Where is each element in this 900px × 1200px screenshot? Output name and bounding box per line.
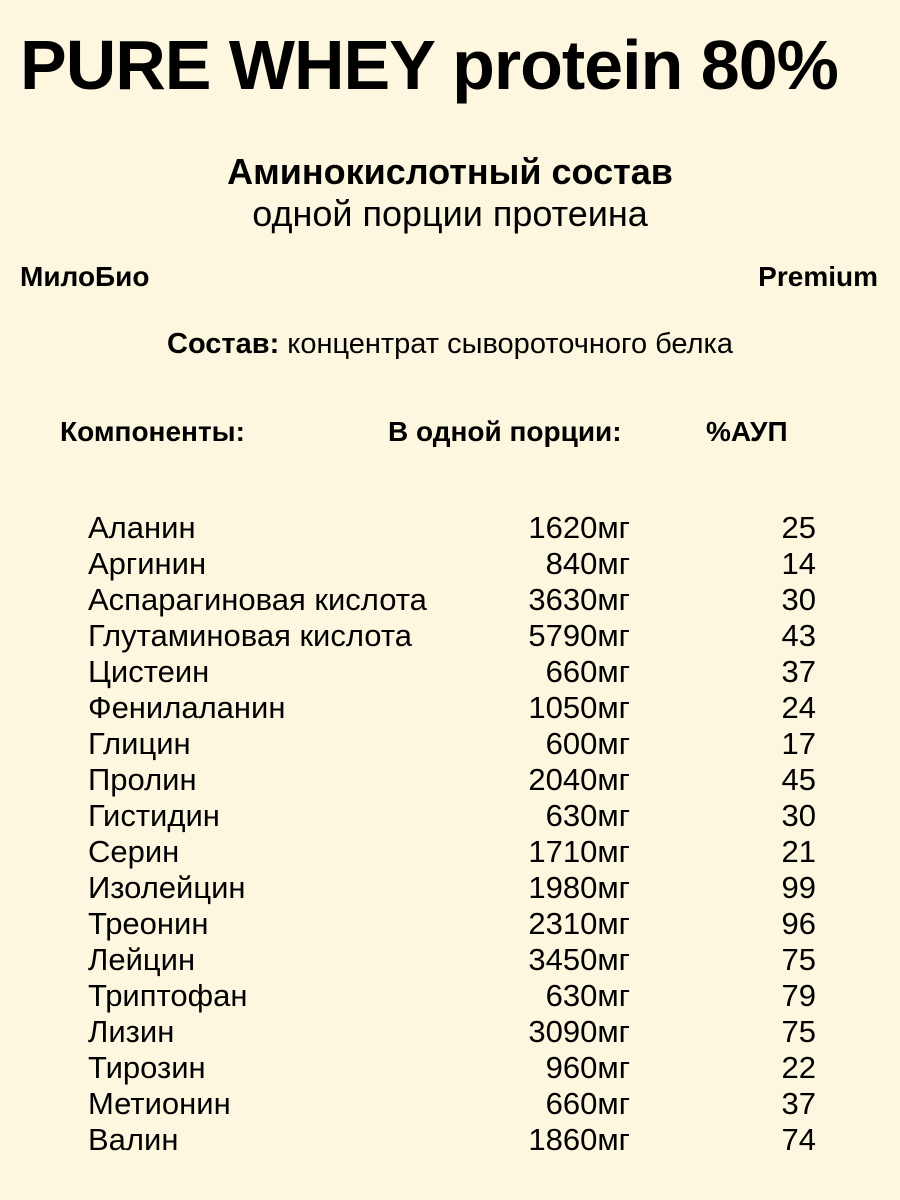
amino-acid-amount: 1980мг [528,870,630,905]
table-row [0,942,900,978]
amino-acid-name: Цистеин [88,654,210,689]
amino-acid-aup: 45 [781,762,816,797]
table-row [0,978,900,1014]
composition-value: концентрат сывороточного белка [279,328,733,360]
table-row [0,1122,900,1158]
amino-acid-amount: 2310мг [528,906,630,941]
amino-acid-name: Лейцин [88,942,196,977]
amino-acid-name: Треонин [88,906,209,941]
amino-acid-aup: 75 [781,1014,816,1049]
amino-acid-name: Лизин [88,1014,175,1049]
table-row [0,762,900,798]
amino-acid-aup: 22 [781,1050,816,1085]
table-row [0,798,900,834]
column-header-components: Компоненты: [60,416,245,447]
amino-acid-name: Глицин [88,726,191,761]
amino-acid-table [0,510,900,1158]
amino-acid-amount: 630мг [545,798,630,833]
composition-line [0,330,900,359]
table-row [0,618,900,654]
amino-acid-name: Серин [88,834,180,869]
table-row [0,654,900,690]
amino-acid-amount: 3630мг [528,582,630,617]
table-row [0,870,900,906]
subtitle-sub: одной порции протеина [252,193,648,234]
amino-acid-name: Глутаминовая кислота [88,618,412,653]
amino-acid-aup: 14 [781,546,816,581]
amino-acid-amount: 600мг [545,726,630,761]
table-row [0,1050,900,1086]
table-row [0,582,900,618]
table-row [0,906,900,942]
amino-acid-aup: 37 [781,654,816,689]
subtitle-main: Аминокислотный состав [227,151,673,192]
amino-acid-name: Аланин [88,510,196,545]
amino-acid-name: Тирозин [88,1050,206,1085]
amino-acid-name: Метионин [88,1086,231,1121]
table-row [0,1086,900,1122]
table-row [0,726,900,762]
amino-acid-amount: 1050мг [528,690,630,725]
brand-tier: Premium [758,261,878,292]
amino-acid-aup: 74 [781,1122,816,1157]
amino-acid-amount: 3450мг [528,942,630,977]
amino-acid-amount: 660мг [545,654,630,689]
amino-acid-aup: 30 [781,798,816,833]
amino-acid-name: Изолейцин [88,870,246,905]
table-row [0,690,900,726]
amino-acid-amount: 630мг [545,978,630,1013]
amino-acid-aup: 96 [781,906,816,941]
amino-acid-name: Пролин [88,762,197,797]
amino-acid-aup: 43 [781,618,816,653]
amino-acid-amount: 840мг [545,546,630,581]
table-row [0,834,900,870]
amino-acid-aup: 17 [781,726,816,761]
amino-acid-aup: 99 [781,870,816,905]
amino-acid-amount: 1620мг [528,510,630,545]
amino-acid-amount: 960мг [545,1050,630,1085]
table-row [0,1014,900,1050]
amino-acid-aup: 79 [781,978,816,1013]
amino-acid-name: Валин [88,1122,179,1157]
amino-acid-aup: 21 [781,834,816,869]
amino-acid-amount: 1710мг [528,834,630,869]
amino-acid-name: Гистидин [88,798,220,833]
column-header-portion: В одной порции: [388,416,622,447]
amino-acid-amount: 3090мг [528,1014,630,1049]
amino-acid-amount: 1860мг [528,1122,630,1157]
table-row [0,546,900,582]
amino-acid-name: Триптофан [88,978,248,1013]
amino-acid-amount: 2040мг [528,762,630,797]
brand-name: МилоБио [20,261,150,292]
amino-acid-name: Аргинин [88,546,207,581]
amino-acid-aup: 75 [781,942,816,977]
amino-acid-amount: 660мг [545,1086,630,1121]
page-title: PURE WHEY protein 80% [20,26,838,104]
composition-label: Состав: [167,328,280,360]
amino-acid-name: Аспарагиновая кислота [88,582,427,617]
amino-acid-aup: 30 [781,582,816,617]
amino-acid-aup: 37 [781,1086,816,1121]
amino-acid-aup: 24 [781,690,816,725]
amino-acid-amount: 5790мг [528,618,630,653]
amino-acid-name: Фенилаланин [88,690,286,725]
column-header-aup: %АУП [706,416,788,447]
amino-acid-aup: 25 [781,510,816,545]
table-row [0,510,900,546]
